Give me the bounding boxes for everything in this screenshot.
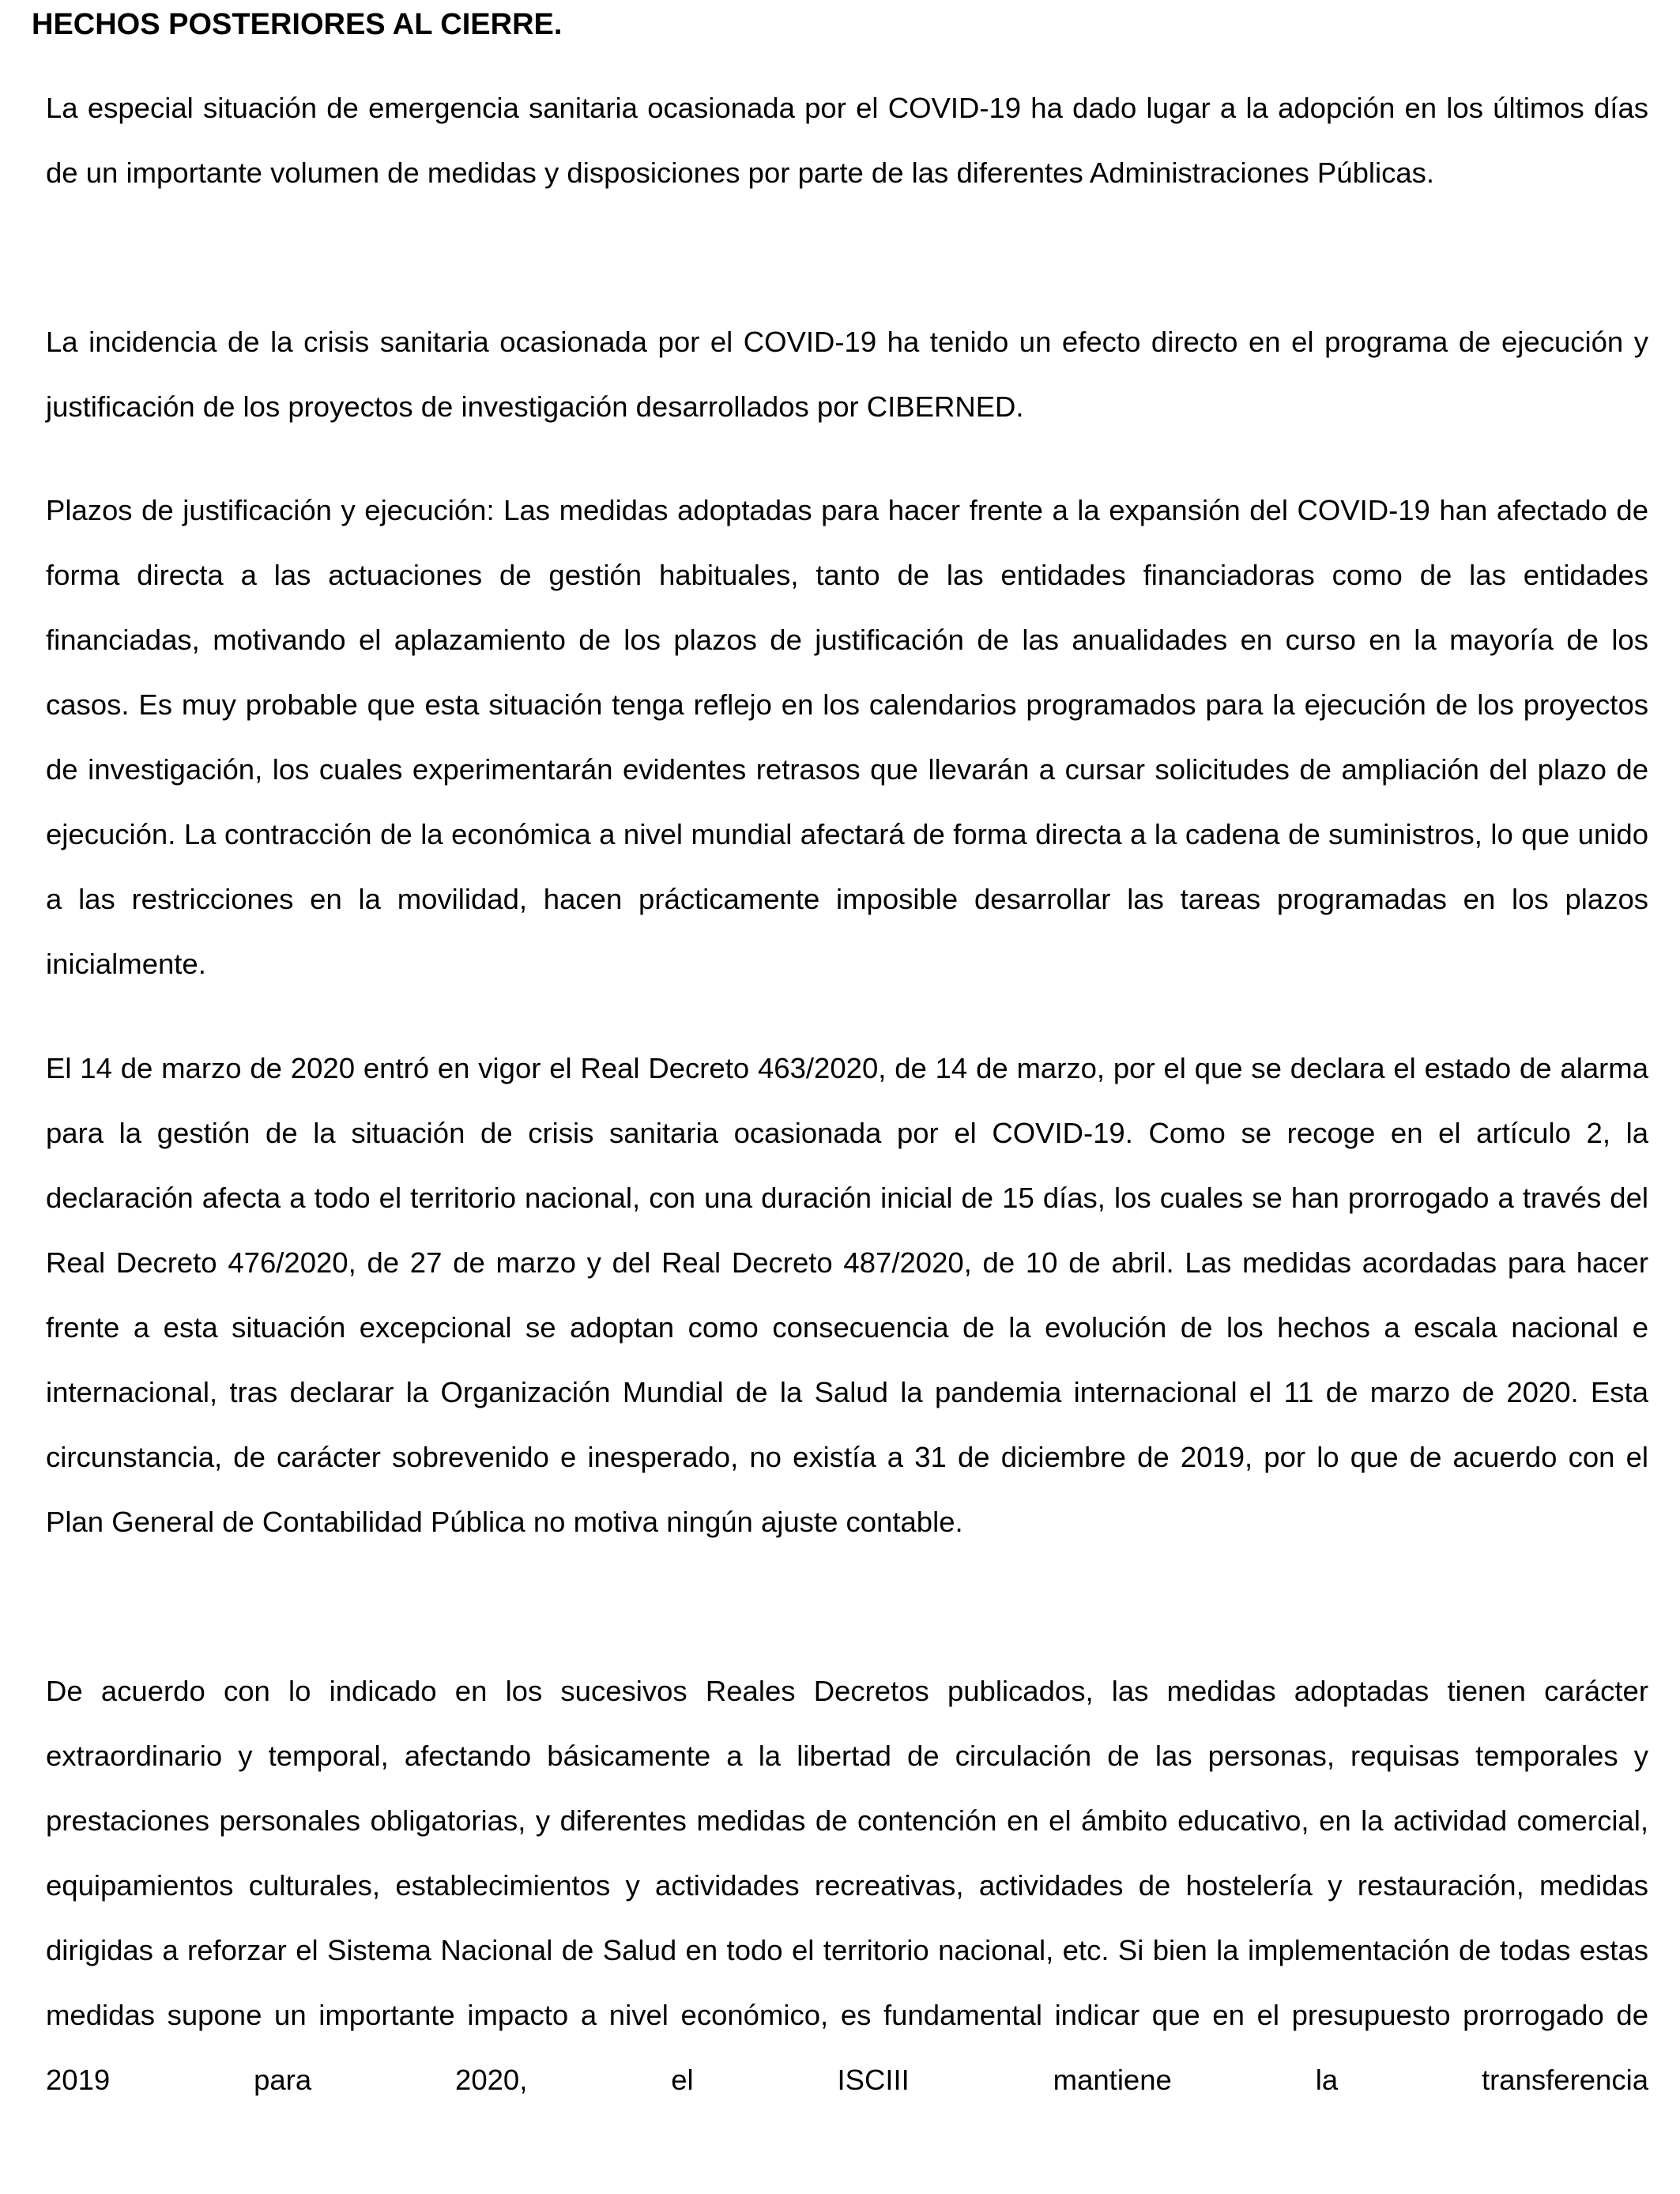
- paragraph-crisis-impact: La incidencia de la crisis sanitaria ocasionada por el COVID-19 ha tenido un efecto directo en el programa de ejecución y justificación de los proyectos de investigación desarrollados por CIBERNED.: [46, 326, 1648, 423]
- section-heading: HECHOS POSTERIORES AL CIERRE.: [32, 8, 563, 41]
- paragraph-measures-summary: De acuerdo con lo indicado en los sucesivos Reales Decretos publicados, las medidas adoptadas tienen carácter extraordinario y temporal, afectando básicamente a la libertad de circulación de las personas, requisas temporales y prestaciones personales obligatorias, y diferentes medidas de contención en el ámbito educativo, en la actividad comercial, equipamientos culturales, establecimientos y actividades recreativas, actividades de hostelería y restauración, medidas dirigidas a reforzar el Sistema Nacional de Salud en todo el territorio nacional, etc. Si bien la implementación de todas estas medidas supone un importante impacto a nivel económico, es fundamental indicar que en el presupuesto prorrogado de 2019 para 2020, el ISCIII mantiene la transferencia: [46, 1675, 1648, 2096]
- paragraph-emergency-measures: La especial situación de emergencia sanitaria ocasionada por el COVID-19 ha dado lugar a la adopción en los últimos días de un importante volumen de medidas y disposiciones por parte de las diferentes Administraciones Públicas.: [46, 92, 1648, 189]
- paragraph-deadlines: Plazos de justificación y ejecución: Las medidas adoptadas para hacer frente a la expansión del COVID-19 han afectado de forma directa a las actuaciones de gestión habituales, tanto de las entidades financiadoras como de las entidades financiadas, motivando el aplazamiento de los plazos de justificación de las anualidades en curso en la mayoría de los casos. Es muy probable que esta situación tenga reflejo en los calendarios programados para la ejecución de los proyectos de investigación, los cuales experimentarán evidentes retrasos que llevarán a cursar solicitudes de ampliación del plazo de ejecución. La contracción de la económica a nivel mundial afectará de forma directa a la cadena de suministros, lo que unido a las restricciones en la movilidad, hacen prácticamente imposible desarrollar las tareas programadas en los plazos inicialmente.: [46, 494, 1648, 980]
- paragraph-state-of-alarm: El 14 de marzo de 2020 entró en vigor el Real Decreto 463/2020, de 14 de marzo, por el que se declara el estado de alarma para la gestión de la situación de crisis sanitaria ocasionada por el COVID-19. Como se recoge en el artículo 2, la declaración afecta a todo el territorio nacional, con una duración inicial de 15 días, los cuales se han prorrogado a través del Real Decreto 476/2020, de 27 de marzo y del Real Decreto 487/2020, de 10 de abril. Las medidas acordadas para hacer frente a esta situación excepcional se adoptan como consecuencia de la evolución de los hechos a escala nacional e internacional, tras declarar la Organización Mundial de la Salud la pandemia internacional el 11 de marzo de 2020. Esta circunstancia, de carácter sobrevenido e inesperado, no existía a 31 de diciembre de 2019, por lo que de acuerdo con el Plan General de Contabilidad Pública no motiva ningún ajuste contable.: [46, 1052, 1648, 1538]
